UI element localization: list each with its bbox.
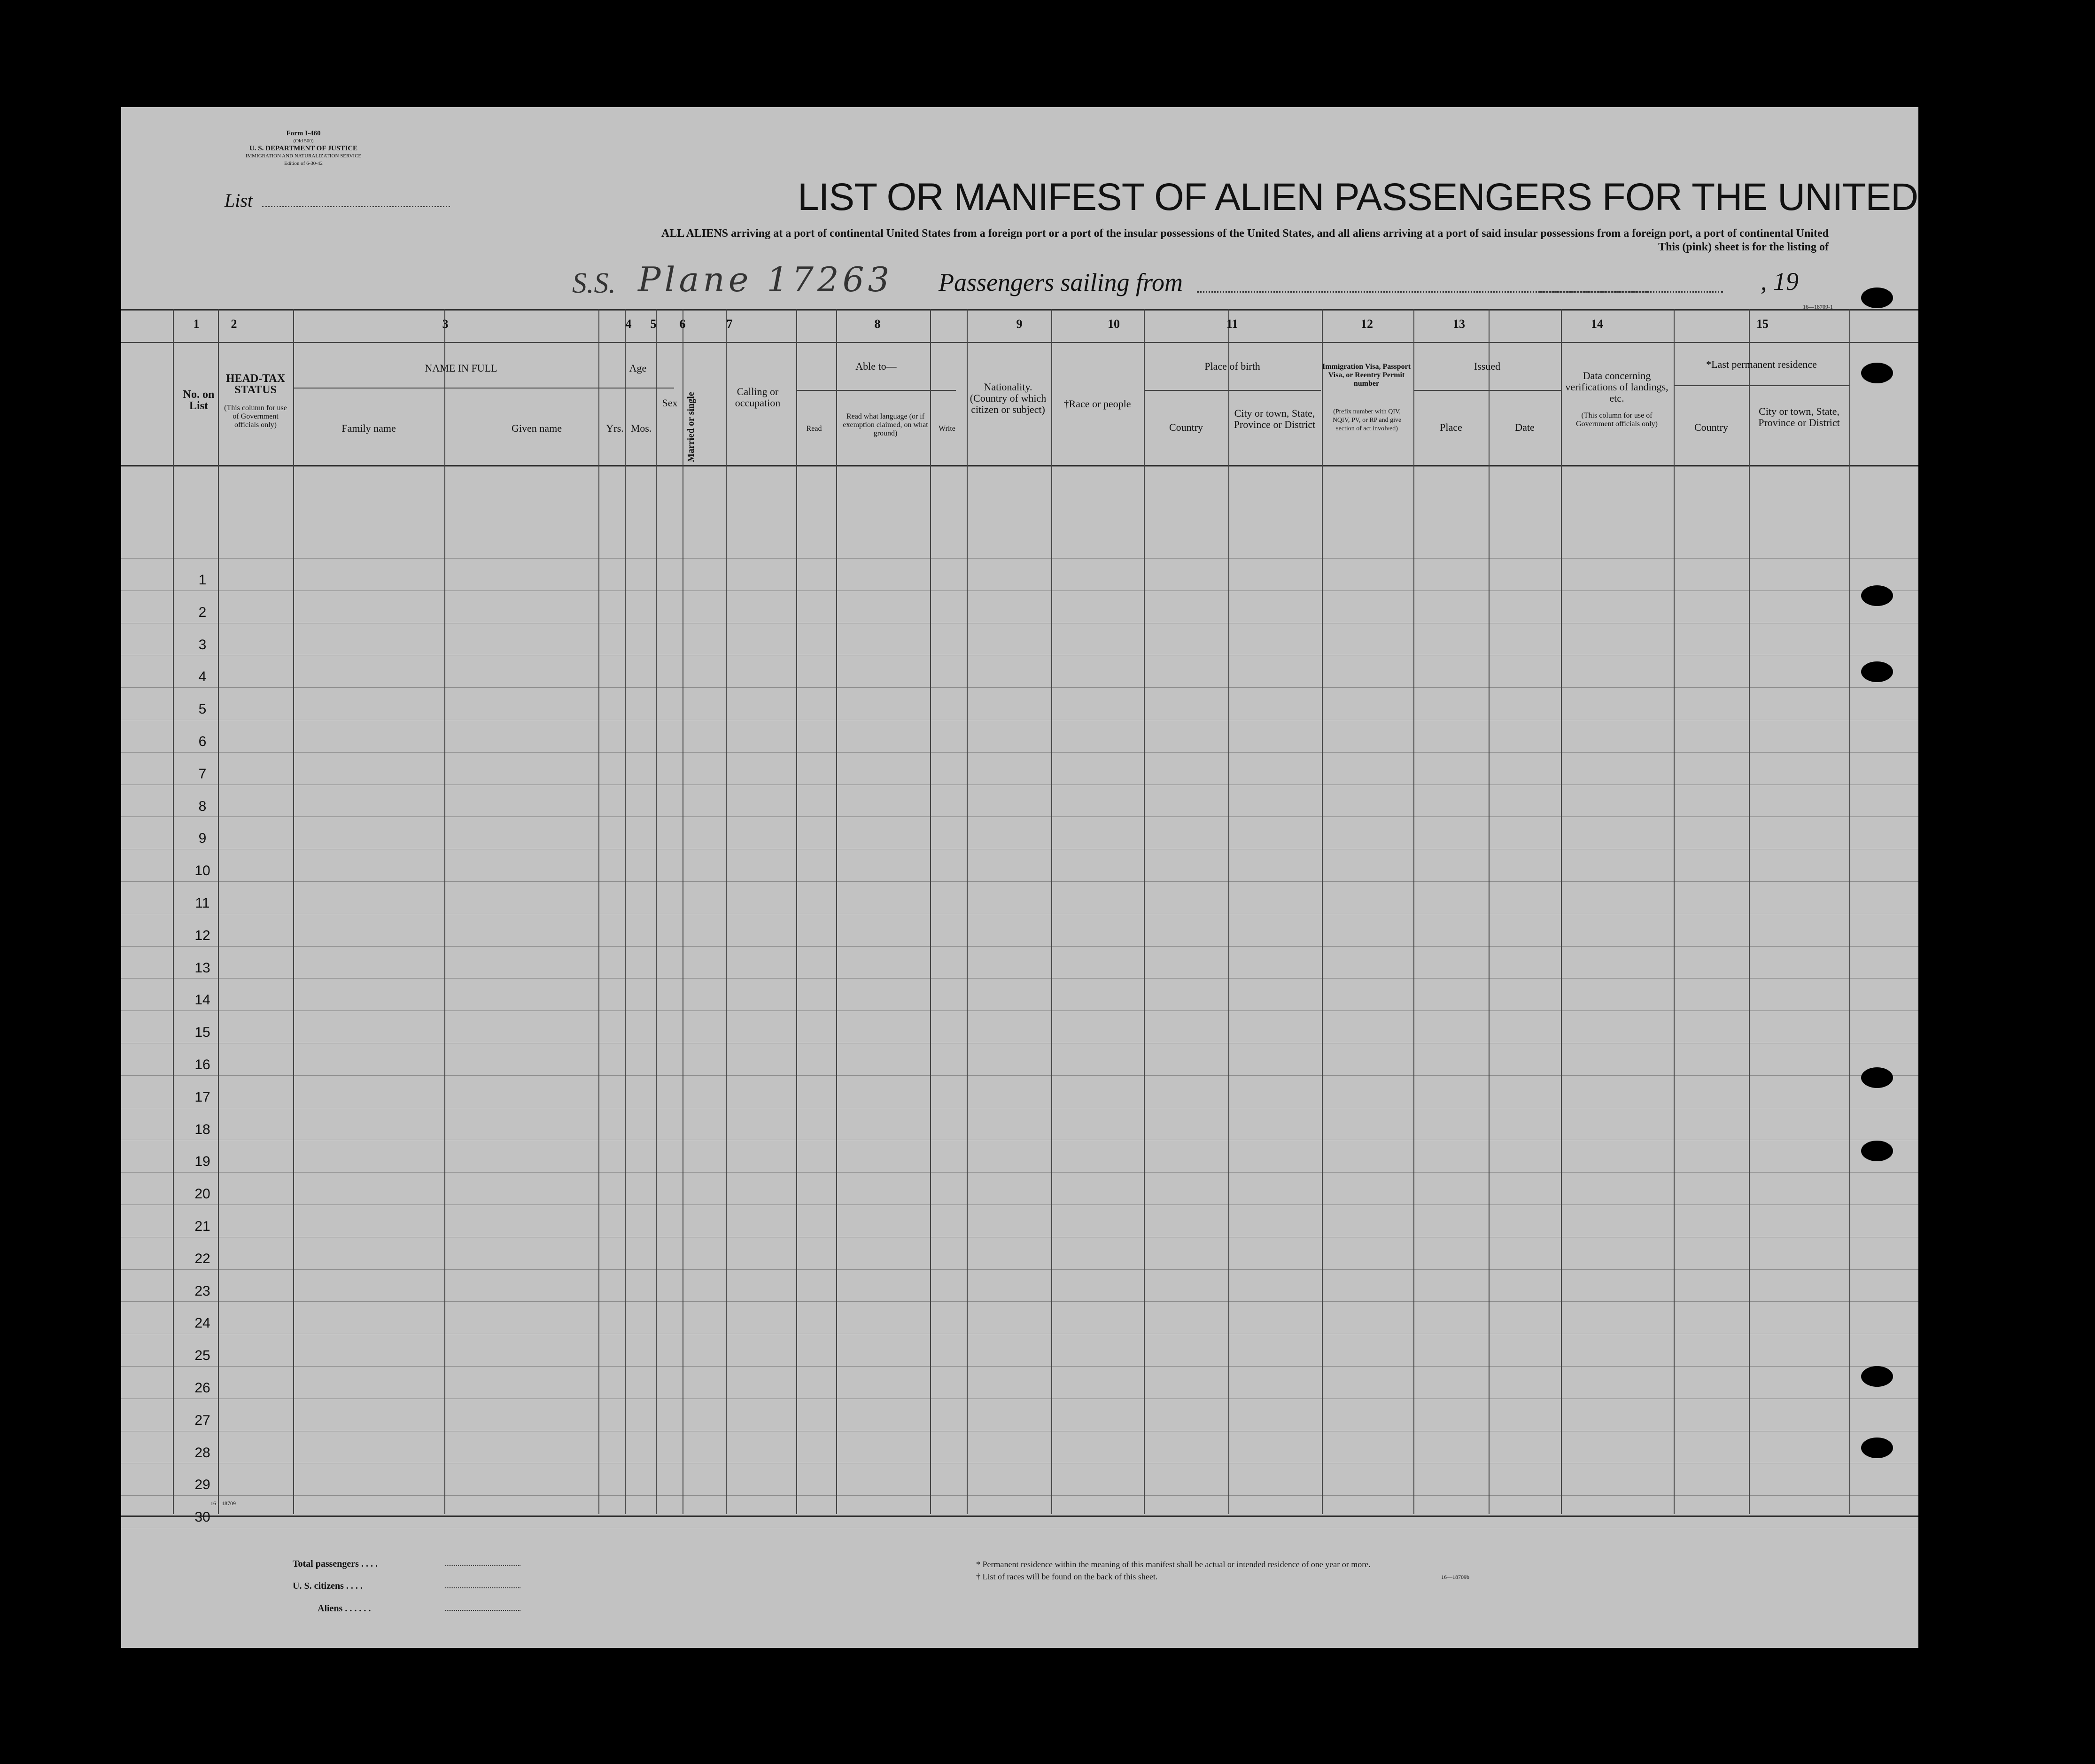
row-number: 23 — [194, 1283, 210, 1299]
header-residence-country: Country — [1694, 421, 1729, 433]
manifest-sheet — [121, 107, 1918, 1648]
instructions-line-2: This (pink) sheet is for the listing of — [1658, 241, 1829, 253]
header-sex: Sex — [662, 397, 678, 409]
header-landings-note: (This column for use of Government officials only) — [1576, 412, 1658, 428]
column-line — [930, 309, 931, 1514]
form-instructions — [476, 227, 1829, 254]
row-number: 3 — [198, 637, 207, 653]
header-birth-country: Country — [1169, 421, 1203, 433]
row-line — [121, 558, 1918, 559]
row-number: 30 — [194, 1509, 210, 1525]
row-number: 1 — [198, 572, 207, 588]
column-line — [1051, 309, 1052, 1514]
aliens-label: Aliens . . . . . . — [318, 1603, 371, 1614]
form-number: Form I-460 — [286, 130, 321, 137]
column-line — [1228, 309, 1229, 1514]
column-line — [218, 309, 219, 1514]
header-mos: Mos. — [630, 422, 652, 434]
row-number: 16 — [194, 1057, 210, 1072]
year-label: , 19 — [1761, 267, 1799, 295]
column-line — [1489, 309, 1490, 1514]
row-line — [121, 1172, 1918, 1173]
column-number: 6 — [679, 317, 686, 331]
header-issued: Issued — [1474, 360, 1501, 372]
row-number: 25 — [194, 1348, 210, 1364]
list-label: List — [225, 190, 253, 211]
row-number: 10 — [194, 863, 210, 879]
footer-sheet-code: 16—18709b — [1441, 1574, 1469, 1580]
column-number: 13 — [1453, 317, 1465, 331]
row-number: 24 — [194, 1315, 210, 1331]
residence-subheader-line — [1674, 385, 1849, 386]
footnote-residence: * Permanent residence within the meaning of this manifest shall be actual or intended residence of one year or more. — [976, 1560, 1371, 1569]
column-number: 9 — [1016, 317, 1023, 331]
header-calling: Calling or occupation — [735, 386, 781, 409]
column-line — [444, 309, 445, 1514]
column-line — [836, 309, 837, 1514]
row-number: 20 — [194, 1186, 210, 1202]
us-citizens-label: U. S. citizens . . . . — [293, 1581, 363, 1591]
department-name: U. S. DEPARTMENT OF JUSTICE — [249, 145, 358, 152]
form-identification — [205, 130, 402, 167]
row-number: 21 — [194, 1219, 210, 1234]
header-write: Write — [939, 425, 955, 433]
sheet-code-top: 16—18709-1 — [1803, 303, 1833, 310]
passengers-sailing-label: Passengers sailing from — [939, 268, 1183, 296]
binder-hole — [1861, 1067, 1893, 1088]
header-landings: Data concerning verifications of landings, etc. — [1565, 370, 1668, 404]
header-race: †Race or people — [1063, 398, 1131, 410]
row-number: 26 — [194, 1380, 210, 1396]
column-number: 3 — [442, 317, 449, 331]
column-number: 11 — [1226, 317, 1238, 331]
row-number: 11 — [195, 895, 210, 911]
column-line — [1413, 309, 1414, 1514]
row-number: 28 — [194, 1445, 210, 1461]
row-line — [121, 687, 1918, 688]
row-line — [121, 1301, 1918, 1302]
row-number: 14 — [194, 992, 210, 1008]
total-passengers-field[interactable] — [445, 1565, 520, 1566]
form-old-number: (Old 500) — [293, 138, 314, 144]
issued-subheader-line — [1413, 390, 1561, 391]
row-number: 27 — [194, 1412, 210, 1428]
column-line — [598, 309, 599, 1514]
header-head-tax: HEAD-TAX STATUS — [225, 373, 286, 396]
column-line — [625, 309, 626, 1514]
binder-hole — [1861, 585, 1893, 606]
column-number: 2 — [231, 317, 237, 331]
age-subheader-line — [629, 388, 674, 389]
column-number: 7 — [726, 317, 733, 331]
row-number: 13 — [194, 960, 210, 976]
column-line — [1561, 309, 1562, 1514]
row-line — [121, 881, 1918, 882]
row-number: 4 — [198, 669, 207, 685]
header-residence-city: City or town, State, Province or District — [1758, 405, 1840, 428]
column-line — [1674, 309, 1675, 1514]
column-line — [726, 309, 727, 1514]
footnote-races: † List of races will be found on the back of this sheet. — [976, 1572, 1158, 1581]
header-nationality: Nationality. (Country of which citizen or subject) — [970, 381, 1047, 415]
total-passengers-label: Total passengers . . . . — [293, 1559, 378, 1569]
row-number: 15 — [194, 1025, 210, 1041]
row-line — [121, 1269, 1918, 1270]
column-line — [293, 309, 294, 1514]
header-given-name: Given name — [512, 422, 562, 434]
column-line — [173, 309, 174, 1514]
service-name: IMMIGRATION AND NATURALIZATION SERVICE — [245, 153, 362, 159]
header-age: Age — [629, 362, 647, 374]
row-line — [121, 1075, 1918, 1076]
row-number: 29 — [194, 1477, 210, 1493]
column-line — [656, 309, 657, 1514]
header-able-to: Able to— — [855, 360, 897, 372]
manifest-table — [121, 309, 1918, 1517]
header-name-in-full: NAME IN FULL — [425, 362, 497, 374]
ship-prefix: S.S. — [572, 267, 616, 299]
column-line — [1322, 309, 1323, 1514]
header-issued-date: Date — [1515, 421, 1535, 433]
header-divider-top — [121, 342, 1918, 343]
column-number: 1 — [193, 317, 200, 331]
binder-hole — [1861, 661, 1893, 682]
row-number: 2 — [198, 604, 207, 620]
page-title: LIST OR MANIFEST OF ALIEN PASSENGERS FOR THE UNITED — [798, 176, 1918, 218]
header-read: Read — [806, 425, 822, 433]
binder-hole — [1861, 288, 1893, 308]
column-line — [967, 309, 968, 1514]
column-line — [1144, 309, 1145, 1514]
form-edition: Edition of 6-30-42 — [284, 161, 323, 166]
row-number: 8 — [198, 798, 207, 814]
header-place-of-birth: Place of birth — [1204, 360, 1260, 372]
aliens-field[interactable] — [445, 1610, 520, 1611]
header-no-on-list: No. on List — [183, 389, 215, 412]
sheet-code-bottom: 16—18709 — [210, 1500, 236, 1507]
row-line — [121, 1366, 1918, 1367]
column-number: 5 — [650, 317, 657, 331]
header-yrs: Yrs. — [606, 422, 624, 434]
binder-hole — [1861, 363, 1893, 383]
binder-hole — [1861, 1141, 1893, 1161]
name-subheader-line — [293, 388, 629, 389]
binder-hole — [1861, 1366, 1893, 1387]
row-number: 18 — [194, 1121, 210, 1137]
row-number: 9 — [198, 831, 207, 847]
departure-date-field[interactable] — [1540, 291, 1723, 293]
column-number: 8 — [874, 317, 881, 331]
row-number: 12 — [194, 927, 210, 943]
header-visa: Immigration Visa, Passport Visa, or Reentry Permit number — [1322, 363, 1411, 388]
row-line — [121, 978, 1918, 979]
row-line — [121, 752, 1918, 753]
column-number: 12 — [1361, 317, 1373, 331]
header-divider-bottom — [121, 465, 1918, 466]
instructions-line-1: ALL ALIENS arriving at a port of continental United States from a foreign port or a port of the insular possessions of the United States, and all aliens arriving at a port of said insular possessions from a foreign port, a port of continental United — [661, 227, 1829, 240]
header-family-name: Family name — [341, 422, 396, 434]
column-line — [796, 309, 797, 1514]
column-number: 15 — [1756, 317, 1769, 331]
row-number: 17 — [194, 1089, 210, 1105]
binder-hole — [1861, 1438, 1893, 1458]
row-number: 5 — [198, 701, 207, 717]
able-subheader-line — [796, 390, 956, 391]
list-number-field[interactable] — [262, 206, 450, 207]
us-citizens-field[interactable] — [445, 1587, 520, 1588]
header-visa-note: (Prefix number with QIV, NQIV, PV, or RP and give section of act involved) — [1332, 408, 1402, 432]
row-number: 6 — [198, 734, 207, 749]
column-number: 14 — [1591, 317, 1603, 331]
header-married-or-single: Married or single — [686, 392, 696, 462]
row-line — [121, 1495, 1918, 1496]
column-number: 10 — [1108, 317, 1120, 331]
header-read-language: Read what language (or if exemption claimed, on what ground) — [843, 412, 928, 437]
row-line — [121, 1204, 1918, 1205]
row-line — [121, 816, 1918, 817]
row-number: 22 — [194, 1251, 210, 1267]
header-birth-city: City or town, State, Province or District — [1234, 407, 1316, 430]
row-number: 19 — [194, 1154, 210, 1170]
ship-name-handwritten[interactable]: Plane 17263 — [638, 260, 893, 299]
row-line — [121, 946, 1918, 947]
column-number: 4 — [625, 317, 632, 331]
header-last-residence: *Last permanent residence — [1706, 358, 1817, 370]
header-issued-place: Place — [1440, 421, 1462, 433]
header-head-tax-note: (This column for use of Government officials only) — [224, 404, 287, 429]
birth-subheader-line — [1144, 390, 1321, 391]
column-line — [1849, 309, 1850, 1514]
column-line — [1749, 309, 1750, 1514]
row-line — [121, 1010, 1918, 1011]
row-number: 7 — [198, 766, 207, 782]
